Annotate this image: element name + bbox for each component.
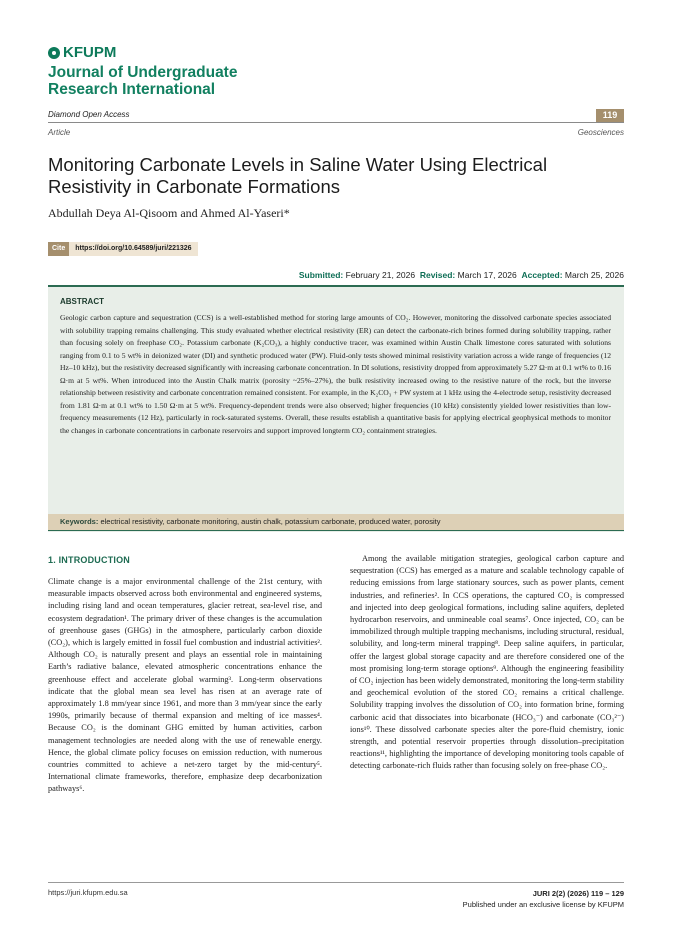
abstract-heading: ABSTRACT <box>60 297 104 306</box>
revised-label: Revised: <box>419 270 456 280</box>
journal-name: Journal of Undergraduate Research International <box>48 64 238 98</box>
footer-citation-block <box>463 888 624 910</box>
author-list: Abdullah Deya Al-Qisoom and Ahmed Al-Yaseri* <box>48 206 290 220</box>
submitted-date: February 21, 2026 <box>345 270 416 280</box>
accepted-date: March 25, 2026 <box>564 270 624 280</box>
accepted-label: Accepted: <box>521 270 563 280</box>
article-type: Article <box>48 128 71 137</box>
abstract-box <box>48 285 624 532</box>
section-heading: 1. INTRODUCTION <box>48 555 131 565</box>
logo-text: KFUPM <box>63 44 117 61</box>
cite-box[interactable] <box>48 242 198 256</box>
footer-url[interactable]: https://juri.kfupm.edu.sa <box>48 888 128 897</box>
page-number-badge: 119 <box>596 109 624 122</box>
article-title: Monitoring Carbonate Levels in Saline Water Using Electrical Resistivity in Carbonate Formations <box>48 154 548 197</box>
revised-date: March 17, 2026 <box>457 270 517 280</box>
logo-icon <box>48 47 60 59</box>
doi-link[interactable]: https://doi.org/10.64589/juri/221326 <box>69 242 197 256</box>
submitted-label: Submitted: <box>298 270 344 280</box>
keywords-list: electrical resistivity, carbonate monitoring, austin chalk, potassium carbonate, produced water, porosity <box>100 517 441 526</box>
footer-license: Published under an exclusive license by KFUPM <box>462 900 624 909</box>
footer-divider <box>48 882 624 883</box>
cite-label: Cite <box>48 242 69 256</box>
abstract-text: Geologic carbon capture and sequestration (CCS) is a well-established method for storing large amounts of CO₂. However, monitoring the dissolved carbonate species associated with solubility trapping remains challenging. This study evaluated whether electrical resistivity (ER) can detect the carbonate-rich brines formed during solubility trapping, rather than focusing solely on freephase CO₂. Potassium carbonate (K₂CO₃), a highly conductive tracer, was examined within Austin Chalk limestone cores saturated with solutions ranging from 0.1 to 5 wt% in deionized water (DI) and synthetic produced water (PW). Fluid-only tests showed minimal resistivity variation across a wide range of frequencies (12 Hz–10 kHz), but the resistivity decreased significantly with increasing carbonate concentration. In DI solutions, resistivity dropped from approximately 5.27 Ω·m at 0.1 wt% to 0.16 Ω·m at 5 wt%. When introduced into the Austin Chalk matrix (porosity ~25%–27%), the bulk resistivity increased owing to the resistive nature of the rock, but the inverse relationship between resistivity and carbonate concentration remained consistent. For example, in the K₂CO₃ + PW system at 1 kHz using the 4-electrode setup, resistivity decreased from 1.81 Ω·m at 0.1 wt% to 1.50 Ω·m at 5 wt%. Frequency-dependent trends were also observed; higher frequencies (10 kHz) consistently yielded lower resistivities than low-frequency measurements (12 Hz), particularly in rock-saturated systems. Overall, these results establish a quantitative basis for applying electrical geophysical methods to monitor the changes in carbonate concentrations in carbonate reservoirs and support improved longterm CO₂ containment strategies. <box>60 313 611 435</box>
publisher-logo <box>48 44 116 61</box>
intro-paragraph-1: Climate change is a major environmental challenge of the 21st century, with measurable impacts observed across both environmental and engineered systems, including rising land and ocean temperatures, glacier retreat, sea-level rise, and ecosystem degradation¹. The primary driver of these changes is the accumulation of greenhouse gases (GHGs) in the atmosphere, particularly carbon dioxide (CO₂), which is largely emitted in fossil fuel combustion and industrial activities². Although CO₂ is naturally present and plays an essential role in maintaining Earth’s radiative balance, elevated atmospheric concentrations enhance the greenhouse effect and accelerate global warming³. Long-term observations indicate that the global mean sea level has risen at an average rate of approximately 1.8 mm/year since 1961, and more than 3 mm/year since the early 1990s, primarily because of thermal expansion and melting of ice masses⁴. Because CO₂ is the dominant GHG emitted by human activities, carbon management technologies are needed along with the use of renewable energy. Hence, the global climate policy focuses on emission reduction, with numerous countries committed to achieve a net-zero target by the mid-century⁵. International climate frameworks, therefore, emphasize deep decarbonization pathways⁶. <box>48 577 322 794</box>
left-column <box>48 576 322 796</box>
keywords-label: Keywords: <box>60 517 99 526</box>
right-column <box>350 553 624 773</box>
keywords-bar <box>48 514 624 531</box>
header-divider <box>48 122 624 123</box>
publication-dates <box>299 270 624 280</box>
footer-citation: JURI 2(2) (2026) 119 – 129 <box>532 889 624 898</box>
access-label: Diamond Open Access <box>48 110 130 119</box>
subject-label: Geosciences <box>577 128 624 137</box>
intro-paragraph-2: Among the available mitigation strategies, geological carbon capture and sequestration (CCS) has emerged as a mature and scalable technology capable of reducing emissions from large stationary sources, such as power plants, cement industries, and refineries². In CCS operations, the captured CO₂ is compressed and injected into deep geological formations, including saline aquifers, depleted hydrocarbon reservoirs, and unmineable coal seams⁷. Once injected, CO₂ can be immobilized through multiple trapping mechanisms, including structural, residual, solubility, and long-term mineral trapping⁸. Deep saline aquifers, in particular, offer the largest global storage capacity and are therefore considered one of the most promising long-term storage options⁹. Although the engineering feasibility of CO₂ injection has been widely demonstrated, monitoring the long-term stability and geochemical evolution of the stored CO₂ remains a critical challenge. Solubility trapping involves the dissolution of CO₂ into formation brine, forming carbonic acid that dissociates into bicarbonate (HCO₃⁻) and carbonate (CO₃²⁻) ions¹⁰. These dissolved carbonate species alter the pore-fluid chemistry, ionic strength, and potential reservoir properties through dissolution–precipitation reactions¹¹, highlighting the importance of developing monitoring tools capable of detecting carbonate-rich fluids rather than focusing solely on free-phase CO₂. <box>350 554 624 771</box>
